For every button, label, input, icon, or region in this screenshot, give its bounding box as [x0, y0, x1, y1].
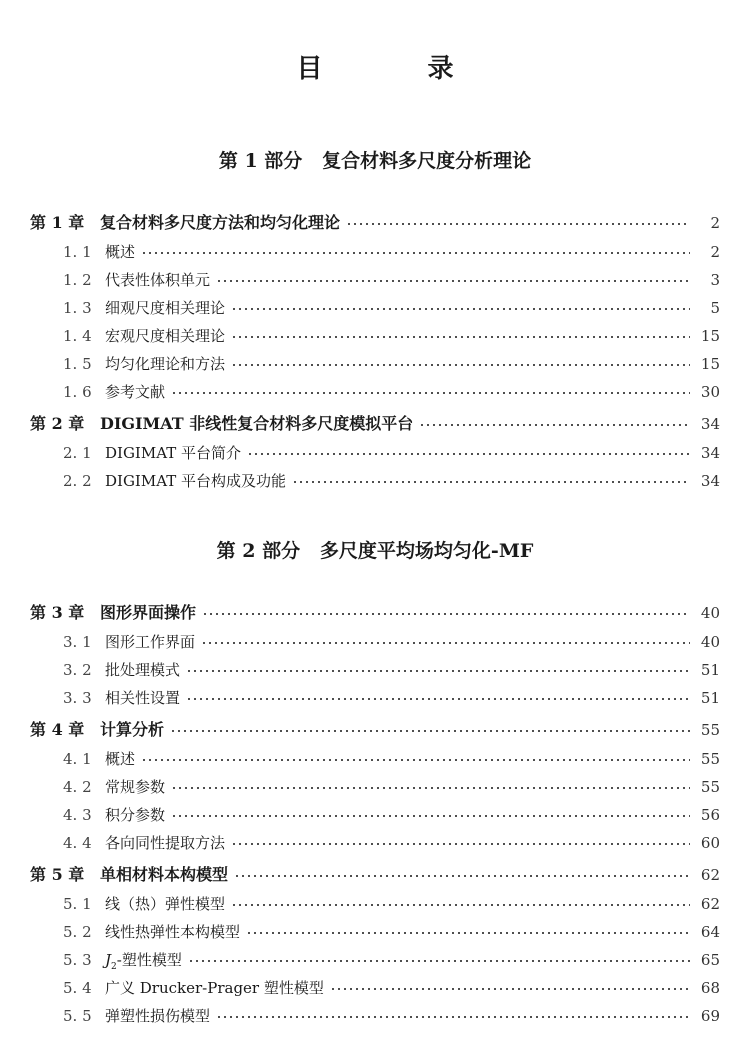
dot-leader	[141, 244, 690, 259]
section-number: 1. 2	[63, 271, 92, 289]
section-title: 宏观尺度相关理论	[105, 327, 226, 345]
section-number: 1. 5	[63, 355, 92, 373]
toc-section[interactable]	[30, 804, 720, 830]
page-number: 65	[700, 951, 720, 969]
page-number: 62	[700, 866, 720, 884]
section-title: 概述	[105, 750, 136, 768]
dot-leader	[231, 356, 690, 371]
toc-chapter[interactable]	[30, 411, 720, 437]
dot-leader	[234, 866, 690, 882]
section-title: 概述	[105, 243, 136, 261]
page-number: 3	[710, 271, 720, 289]
dot-leader	[216, 272, 690, 287]
page-number: 69	[700, 1007, 720, 1025]
toc-section[interactable]	[30, 687, 720, 713]
chapter-number: 第 4 章	[30, 720, 85, 739]
dot-leader	[186, 690, 690, 705]
section-title: 代表性体积单元	[105, 271, 211, 289]
dot-leader	[216, 1008, 690, 1023]
toc-chapter[interactable]	[30, 210, 720, 236]
dot-leader	[247, 445, 690, 460]
dot-leader	[419, 415, 690, 431]
page-number: 30	[700, 383, 720, 401]
dot-leader	[231, 896, 690, 911]
page-number: 51	[700, 661, 720, 679]
section-number: 5. 2	[63, 923, 92, 941]
section-number: 2. 2	[63, 472, 92, 490]
toc-section[interactable]	[30, 381, 720, 407]
toc-section[interactable]	[30, 470, 720, 496]
page-number: 34	[700, 472, 720, 490]
chapter-number: 第 2 章	[30, 414, 85, 433]
section-number: 4. 1	[63, 750, 92, 768]
page-title: 目 录	[296, 54, 502, 84]
page-number: 15	[700, 327, 720, 345]
toc-chapter[interactable]	[30, 862, 720, 888]
toc-section[interactable]	[30, 297, 720, 323]
toc-section[interactable]	[30, 631, 720, 657]
section-number: 5. 3	[63, 951, 92, 969]
dot-leader	[141, 751, 690, 766]
chapter-title: 单相材料本构模型	[100, 865, 229, 884]
dot-leader	[171, 384, 690, 399]
dot-leader	[186, 662, 690, 677]
section-title: 参考文献	[105, 383, 166, 401]
page-number: 2	[710, 243, 720, 261]
toc-section[interactable]	[30, 776, 720, 802]
page-number: 62	[700, 895, 720, 913]
toc-section[interactable]	[30, 442, 720, 468]
page-number: 55	[700, 750, 720, 768]
part-title: 第 1 部分 复合材料多尺度分析理论	[218, 150, 532, 172]
section-title: 线（热）弹性模型	[105, 895, 226, 913]
toc-section[interactable]	[30, 325, 720, 351]
section-title: 细观尺度相关理论	[105, 299, 226, 317]
chapter-number: 第 3 章	[30, 603, 85, 622]
section-title: 弹塑性损伤模型	[105, 1007, 211, 1025]
part-title: 第 2 部分 多尺度平均场均匀化-MF	[216, 540, 534, 562]
page-number: 5	[710, 299, 720, 317]
section-number: 2. 1	[63, 444, 92, 462]
dot-leader	[231, 328, 690, 343]
section-number: 3. 1	[63, 633, 92, 651]
toc-section[interactable]	[30, 949, 720, 975]
dot-leader	[292, 473, 690, 488]
section-number: 4. 4	[63, 834, 92, 852]
section-title: DIGIMAT 平台构成及功能	[105, 472, 287, 490]
dot-leader	[231, 300, 690, 315]
dot-leader	[246, 924, 690, 939]
section-title: 批处理模式	[105, 661, 181, 679]
section-number: 5. 4	[63, 979, 92, 997]
section-title: 图形工作界面	[105, 633, 196, 651]
page-number: 60	[700, 834, 720, 852]
section-number: 1. 6	[63, 383, 92, 401]
toc-chapter[interactable]	[30, 600, 720, 626]
page-number: 55	[700, 721, 720, 739]
page-number: 56	[700, 806, 720, 824]
page-number: 34	[700, 415, 720, 433]
dot-leader	[346, 214, 690, 230]
page-number: 68	[700, 979, 720, 997]
dot-leader	[330, 980, 690, 995]
page-number: 64	[700, 923, 720, 941]
section-number: 4. 2	[63, 778, 92, 796]
chapter-number: 第 5 章	[30, 865, 85, 884]
toc-section[interactable]	[30, 659, 720, 685]
section-number: 5. 5	[63, 1007, 92, 1025]
section-title: $J_2-$塑性模型	[105, 951, 182, 972]
page-number: 15	[700, 355, 720, 373]
dot-leader	[202, 604, 690, 620]
dot-leader	[231, 835, 690, 850]
section-number: 1. 4	[63, 327, 92, 345]
section-title: 常规参数	[105, 778, 166, 796]
chapter-number: 第 1 章	[30, 213, 85, 232]
section-number: 3. 3	[63, 689, 92, 707]
dot-leader	[188, 952, 690, 967]
dot-leader	[170, 721, 690, 737]
toc-chapter[interactable]	[30, 717, 720, 743]
section-title-text: -塑性模型	[116, 951, 182, 969]
section-number: 4. 3	[63, 806, 92, 824]
page-number: 51	[700, 689, 720, 707]
toc-section[interactable]	[30, 832, 720, 858]
dot-leader	[171, 807, 690, 822]
toc-section[interactable]	[30, 269, 720, 295]
page-number: 40	[700, 633, 720, 651]
toc-section[interactable]	[30, 1005, 720, 1031]
section-title: DIGIMAT 平台简介	[105, 444, 242, 462]
toc-section[interactable]	[30, 748, 720, 774]
section-number: 5. 1	[63, 895, 92, 913]
toc-section[interactable]	[30, 977, 720, 1003]
section-number: 3. 2	[63, 661, 92, 679]
section-title: 均匀化理论和方法	[105, 355, 226, 373]
page-number: 55	[700, 778, 720, 796]
section-title: 积分参数	[105, 806, 166, 824]
section-title: 各向同性提取方法	[105, 834, 226, 852]
toc-section[interactable]	[30, 353, 720, 379]
page-number: 40	[700, 604, 720, 622]
dot-leader	[201, 634, 690, 649]
dot-leader	[171, 779, 690, 794]
chapter-title: 复合材料多尺度方法和均匀化理论	[100, 213, 341, 232]
section-title: 相关性设置	[105, 689, 181, 707]
section-number: 1. 1	[63, 243, 92, 261]
page-number: 2	[710, 214, 720, 232]
section-number: 1. 3	[63, 299, 92, 317]
section-title: 广义 Drucker-Prager 塑性模型	[105, 979, 324, 997]
page-number: 34	[700, 444, 720, 462]
toc-section[interactable]	[30, 893, 720, 919]
toc-section[interactable]	[30, 241, 720, 267]
chapter-title: 计算分析	[100, 720, 165, 739]
chapter-title: 图形界面操作	[100, 603, 197, 622]
toc-section[interactable]	[30, 921, 720, 947]
chapter-title: DIGIMAT 非线性复合材料多尺度模拟平台	[100, 414, 414, 433]
section-title: 线性热弹性本构模型	[105, 923, 241, 941]
